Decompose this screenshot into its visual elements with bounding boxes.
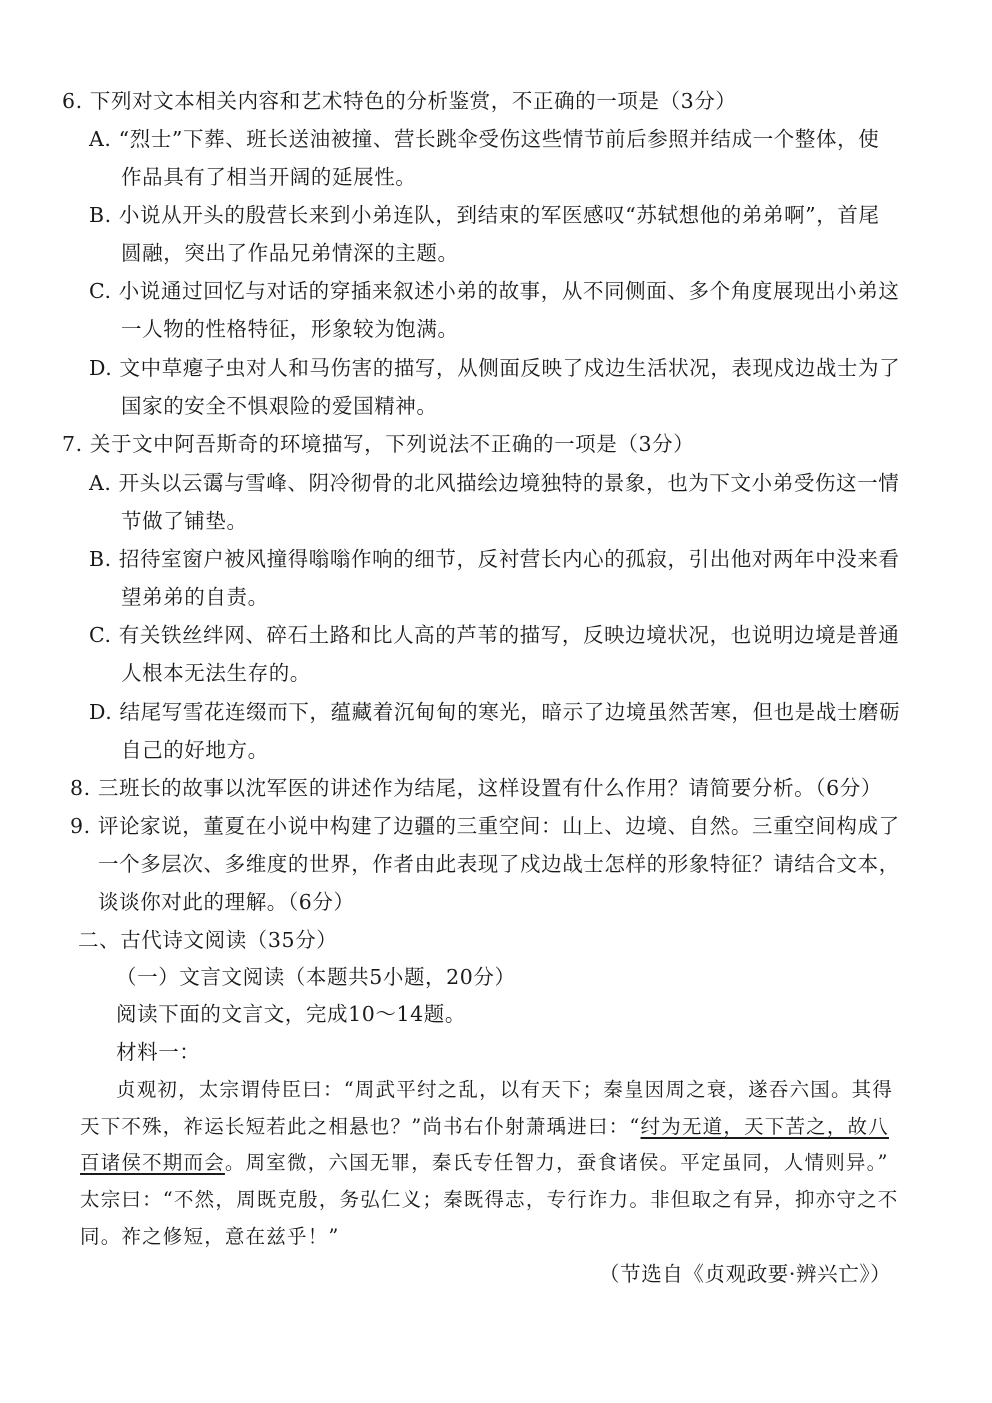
q7-option-b: B. 招待室窗户被风撞得嗡嗡作响的细节，反衬营长内心的孤寂，引出他对两年中没来看: [89, 547, 900, 571]
section-2-title: 二、古代诗文阅读（35分）: [78, 928, 338, 952]
q7-option-b-cont: 望弟弟的自责。: [121, 585, 269, 609]
underlined-sentence-part-2: 百诸侯不期而会: [80, 1151, 225, 1174]
passage-line-3: [80, 1150, 889, 1176]
subsection-title: （一）文言文阅读（本题共5小题，20分）: [116, 965, 516, 989]
q6-option-c: C. 小说通过回忆与对话的穿插来叙述小弟的故事，从不同侧面、多个角度展现出小弟这: [89, 279, 900, 303]
passage-line-5: 同。祚之修短，意在兹乎！”: [80, 1225, 340, 1248]
q6-option-b: B. 小说从开头的殷营长来到小弟连队，到结束的军医感叹“苏轼想他的弟弟啊”，首尾: [89, 203, 880, 227]
q6-option-d-cont: 国家的安全不惧艰险的爱国精神。: [121, 394, 438, 418]
q6-option-b-cont: 圆融，突出了作品兄弟情深的主题。: [121, 241, 459, 265]
question-8: 8. 三班长的故事以沈军医的讲述作为结尾，这样设置有什么作用？请简要分析。（6分）: [70, 776, 882, 800]
question-7-stem: 7. 关于文中阿吾斯奇的环境描写，下列说法不正确的一项是（3分）: [62, 432, 695, 456]
q6-option-a-cont: 作品具有了相当开阔的延展性。: [121, 165, 417, 189]
passage-line-2: [80, 1114, 889, 1140]
passage-source: （节选自《贞观政要·辨兴亡》）: [599, 1262, 892, 1286]
q6-option-a: A. “烈士”下葬、班长送油被撞、营长跳伞受伤这些情节前后参照并结成一个整体，使: [89, 127, 880, 151]
passage-line-4: 太宗曰：“不然，周既克殷，务弘仁义；秦既得志，专行诈力。非但取之有异，抑亦守之不: [80, 1188, 899, 1211]
question-9-cont-2: 谈谈你对此的理解。（6分）: [98, 890, 355, 914]
underlined-sentence-part-1: 纣为无道，天下苦之，故八: [640, 1115, 889, 1138]
q7-option-a: A. 开头以云霭与雪峰、阴冷彻骨的北风描绘边境独特的景象，也为下文小弟受伤这一情: [89, 471, 900, 495]
passage-line-3-text: 。周室微，六国无罪，秦氏专任智力，蚕食诸侯。平定虽同，人情则异。”: [224, 1151, 889, 1174]
q7-option-c: C. 有关铁丝绊网、碎石土路和比人高的芦苇的描写，反映边境状况，也说明边境是普通: [89, 623, 900, 647]
q7-option-c-cont: 人根本无法生存的。: [121, 661, 311, 685]
q7-option-d-cont: 自己的好地方。: [121, 738, 269, 762]
material-label: 材料一：: [116, 1040, 201, 1064]
q6-option-d: D. 文中草瘪子虫对人和马伤害的描写，从侧面反映了戍边生活状况，表现戍边战士为了: [89, 356, 901, 380]
q6-option-c-cont: 一人物的性格特征，形象较为饱满。: [121, 317, 459, 341]
question-9: 9. 评论家说，董夏在小说中构建了边疆的三重空间：山上、边境、自然。三重空间构成了: [70, 814, 900, 838]
q7-option-d: D. 结尾写雪花连缀而下，蕴藏着沉甸甸的寒光，暗示了边境虽然苦寒，但也是战士磨砺: [89, 700, 901, 724]
question-9-cont-1: 一个多层次、多维度的世界，作者由此表现了戍边战士怎样的形象特征？请结合文本，: [98, 852, 900, 876]
reading-instruction: 阅读下面的文言文，完成10～14题。: [116, 1002, 466, 1026]
q7-option-a-cont: 节做了铺垫。: [121, 509, 248, 533]
passage-line-2-text: 天下不殊，祚运长短若此之相悬也？”尚书右仆射萧瑀进曰：“: [80, 1115, 641, 1138]
question-6-stem: 6. 下列对文本相关内容和艺术特色的分析鉴赏，不正确的一项是（3分）: [62, 89, 737, 113]
passage-line-1: 贞观初，太宗谓侍臣曰：“周武平纣之乱，以有天下；秦皇因周之衰，遂吞六国。其得: [116, 1078, 894, 1101]
